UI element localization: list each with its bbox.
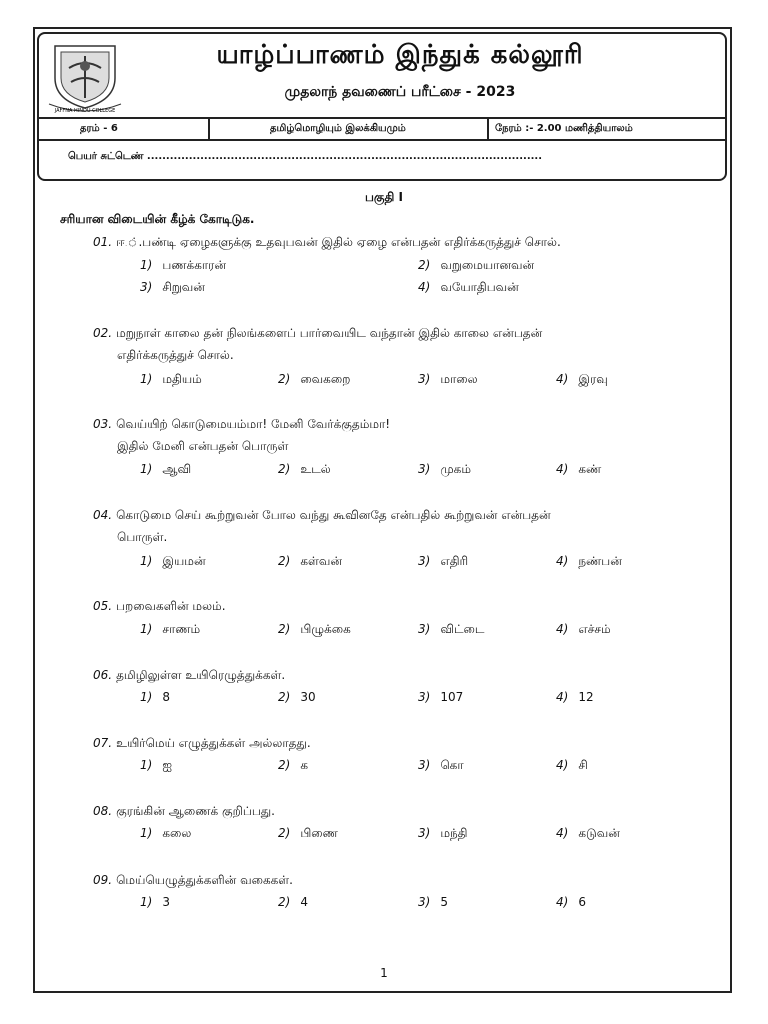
option-text: எச்சம்	[578, 622, 611, 636]
option-number: 1)	[140, 554, 153, 568]
option-number: 3)	[418, 758, 431, 772]
answer-option[interactable]	[556, 462, 601, 478]
option-text: ஐ	[162, 758, 172, 772]
answer-option[interactable]	[556, 690, 594, 704]
option-text: மதியம்	[162, 372, 202, 386]
option-number: 1)	[140, 895, 153, 909]
college-crest-logo	[45, 38, 125, 114]
question-number: 04.	[93, 508, 113, 522]
option-text: 6	[578, 895, 586, 909]
answer-option[interactable]	[140, 690, 170, 704]
option-number: 3)	[418, 690, 431, 704]
option-number: 3)	[418, 895, 431, 909]
option-text: மாலை	[440, 372, 478, 386]
option-number: 3)	[140, 280, 153, 294]
question-text	[93, 235, 561, 251]
question-number: 07.	[93, 736, 113, 750]
time-label: நேரம் :- 2.00 மணித்தியாலம்	[495, 123, 633, 134]
option-text: வறுமையானவன்	[440, 258, 535, 272]
answer-option[interactable]	[278, 690, 316, 704]
question-body: குரங்கின் ஆணைக் குறிப்பது.	[116, 804, 275, 818]
instruction: சரியான விடையின் கீழ்க் கோடிடுக.	[60, 212, 255, 226]
answer-option[interactable]	[556, 622, 611, 638]
answer-option[interactable]	[556, 758, 588, 774]
question-text	[93, 599, 226, 615]
logo-text: JAFFNA HINDU COLLEGE	[54, 108, 116, 114]
school-name: யாழ்ப்பாணம் இந்துக் கல்லூரி	[216, 40, 584, 70]
option-number: 3)	[418, 826, 431, 840]
answer-option[interactable]	[140, 280, 205, 296]
option-number: 3)	[418, 372, 431, 386]
option-number: 2)	[278, 462, 291, 476]
option-text: கள்வன்	[300, 554, 342, 568]
option-text: உடல்	[300, 462, 331, 476]
answer-option[interactable]	[278, 554, 342, 570]
divider	[208, 117, 210, 139]
divider	[37, 117, 727, 119]
option-number: 4)	[556, 758, 569, 772]
option-number: 3)	[418, 462, 431, 476]
option-number: 2)	[278, 690, 291, 704]
question-body: உயிர்மெய் எழுத்துக்கள் அல்லாதது.	[116, 736, 311, 750]
question-number: 03.	[93, 417, 113, 431]
answer-option[interactable]	[140, 258, 226, 274]
option-text: பணக்காரன்	[162, 258, 226, 272]
answer-option[interactable]	[418, 280, 519, 296]
answer-option[interactable]	[418, 258, 534, 274]
answer-option[interactable]	[418, 690, 463, 704]
option-text: சி	[578, 758, 588, 772]
option-number: 1)	[140, 622, 153, 636]
option-text: 4	[300, 895, 308, 909]
answer-option[interactable]	[278, 462, 331, 478]
option-text: முகம்	[440, 462, 471, 476]
answer-option[interactable]	[278, 895, 308, 909]
page-number: 1	[380, 966, 388, 980]
option-number: 1)	[140, 690, 153, 704]
question-number: 08.	[93, 804, 113, 818]
option-text: 107	[440, 690, 464, 704]
question-text-continued: பொருள்.	[117, 530, 168, 544]
answer-option[interactable]	[140, 758, 172, 774]
student-name-line: பெயர் சுட்டெண் ........................................................................................................	[68, 151, 543, 162]
option-number: 1)	[140, 758, 153, 772]
answer-option[interactable]	[140, 462, 191, 478]
option-text: 30	[300, 690, 316, 704]
answer-option[interactable]	[278, 826, 338, 842]
answer-option[interactable]	[556, 895, 586, 909]
divider	[37, 139, 727, 141]
option-number: 4)	[556, 826, 569, 840]
option-number: 3)	[418, 622, 431, 636]
option-text: கொ	[440, 758, 464, 772]
question-body: மெய்யெழுத்துக்களின் வகைகள்.	[116, 873, 293, 887]
option-number: 4)	[556, 554, 569, 568]
option-text: 3	[162, 895, 170, 909]
option-number: 4)	[418, 280, 431, 294]
option-number: 2)	[278, 554, 291, 568]
answer-option[interactable]	[140, 895, 170, 909]
question-text	[93, 668, 285, 684]
answer-option[interactable]	[556, 372, 608, 388]
option-text: கலை	[162, 826, 192, 840]
question-number: 01.	[93, 235, 113, 249]
option-text: 12	[578, 690, 594, 704]
option-number: 2)	[278, 895, 291, 909]
divider	[487, 117, 489, 139]
answer-option[interactable]	[418, 758, 464, 774]
option-text: நண்பன்	[578, 554, 622, 568]
question-body: பறவைகளின் மலம்.	[116, 599, 226, 613]
option-text: பிணை	[300, 826, 338, 840]
subject-label: தமிழ்மொழியும் இலக்கியமும்	[270, 123, 406, 134]
option-text: 5	[440, 895, 448, 909]
answer-option[interactable]	[418, 622, 484, 638]
question-body: மறுநாள் காலை தன் நிலங்களைப் பார்வையிட வந்தான் இதில் காலை என்பதன்	[116, 326, 543, 340]
option-text: ஆவி	[162, 462, 192, 476]
section-title: பகுதி I	[365, 190, 403, 204]
option-text: க	[300, 758, 309, 772]
option-text: கடுவன்	[578, 826, 620, 840]
option-text: 8	[162, 690, 170, 704]
question-body: ஈ.்.பண்டி ஏழைகளுக்கு உதவுபவன் இதில் ஏழை என்பதன் எதிர்க்கருத்துச் சொல்.	[116, 235, 561, 249]
answer-option[interactable]	[418, 462, 471, 478]
answer-option[interactable]	[278, 758, 308, 774]
option-number: 2)	[418, 258, 431, 272]
option-number: 2)	[278, 758, 291, 772]
question-text	[93, 873, 293, 889]
answer-option[interactable]	[140, 372, 202, 388]
option-text: பிழுக்கை	[300, 622, 351, 636]
option-text: விட்டை	[440, 622, 485, 636]
answer-option[interactable]	[418, 372, 478, 388]
question-body: கொடுமை செய் கூற்றுவன் போல வந்து கூவினதே என்பதில் கூற்றுவன் என்பதன்	[116, 508, 551, 522]
question-number: 09.	[93, 873, 113, 887]
answer-option[interactable]	[278, 372, 350, 388]
answer-option[interactable]	[140, 826, 191, 842]
question-body: வெய்யிற் கொடுமையம்மா! மேனி வேர்க்குதம்மா!	[116, 417, 391, 431]
question-body: தமிழிலுள்ள உயிரெழுத்துக்கள்.	[116, 668, 286, 682]
option-number: 4)	[556, 690, 569, 704]
answer-option[interactable]	[556, 554, 622, 570]
exam-title: முதலாந் தவணைப் பரீட்சை - 2023	[284, 84, 516, 100]
option-text: இயமன்	[162, 554, 206, 568]
answer-option[interactable]	[140, 554, 206, 570]
question-text	[93, 804, 275, 820]
answer-option[interactable]	[418, 554, 468, 570]
question-text	[93, 326, 542, 342]
answer-option[interactable]	[278, 622, 351, 638]
question-text	[93, 417, 390, 433]
answer-option[interactable]	[418, 826, 468, 842]
option-number: 1)	[140, 258, 153, 272]
option-number: 2)	[278, 826, 291, 840]
question-number: 02.	[93, 326, 113, 340]
question-text	[93, 736, 311, 752]
option-number: 1)	[140, 372, 153, 386]
option-number: 4)	[556, 895, 569, 909]
option-number: 1)	[140, 826, 153, 840]
answer-option[interactable]	[556, 826, 620, 842]
option-number: 2)	[278, 622, 291, 636]
option-number: 4)	[556, 372, 569, 386]
option-text: சிறுவன்	[162, 280, 205, 294]
question-text-continued: எதிர்க்கருத்துச் சொல்.	[117, 348, 234, 362]
option-text: வைகறை	[300, 372, 351, 386]
option-text: இரவு	[578, 372, 608, 386]
option-text: கண்	[578, 462, 602, 476]
option-text: மந்தி	[440, 826, 468, 840]
question-text-continued: இதில் மேனி என்பதன் பொருள்	[117, 439, 289, 453]
grade-label: தரம் - 6	[80, 123, 118, 134]
option-number: 4)	[556, 622, 569, 636]
option-number: 2)	[278, 372, 291, 386]
answer-option[interactable]	[418, 895, 448, 909]
option-number: 1)	[140, 462, 153, 476]
question-text	[93, 508, 551, 524]
option-number: 3)	[418, 554, 431, 568]
option-number: 4)	[556, 462, 569, 476]
answer-option[interactable]	[140, 622, 200, 638]
question-number: 06.	[93, 668, 113, 682]
option-text: வயோதிபவன்	[440, 280, 519, 294]
option-text: சாணம்	[162, 622, 201, 636]
option-text: எதிரி	[440, 554, 469, 568]
question-number: 05.	[93, 599, 113, 613]
